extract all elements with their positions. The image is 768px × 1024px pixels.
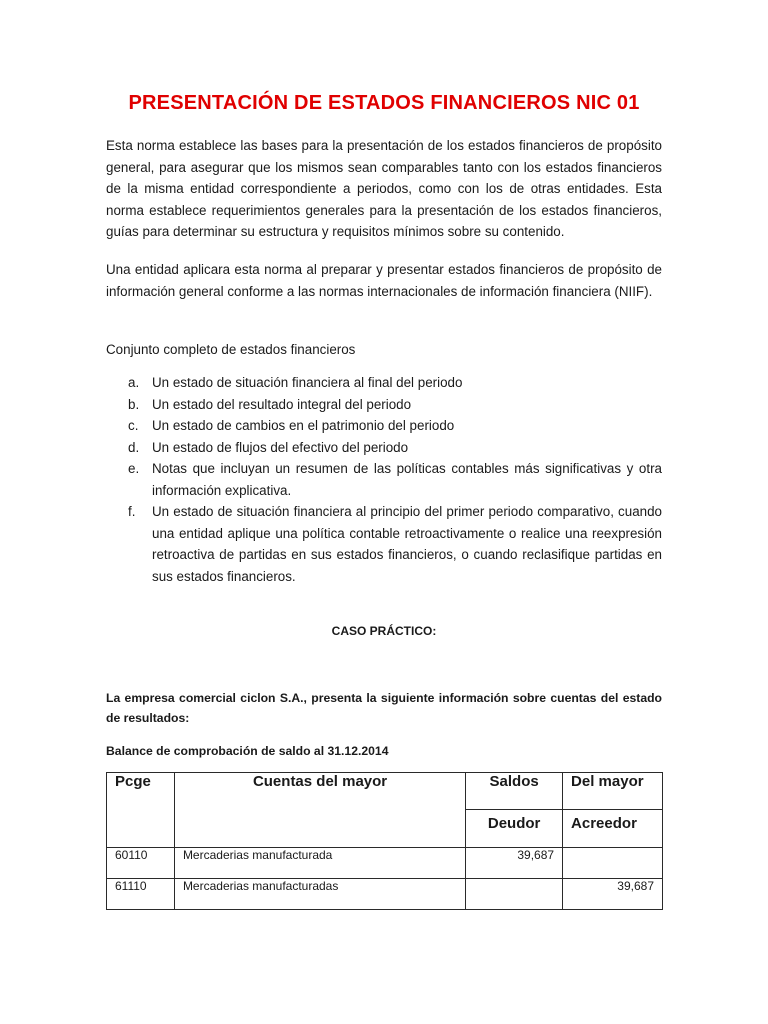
paragraph-aplicacion: Una entidad aplicara esta norma al preparar y presentar estados financieros de propósito de información general conforme a las normas internacionales de información financiera (NIIF). [106, 262, 662, 299]
header-pcge: Pcge [107, 773, 175, 848]
header-deudor: Deudor [466, 810, 563, 848]
header-del-mayor: Del mayor [563, 773, 663, 810]
case-heading: CASO PRÁCTICO: [331, 624, 437, 638]
list-item-text: Un estado de situación financiera al final del periodo [152, 375, 463, 390]
list-item-text: Un estado del resultado integral del periodo [152, 396, 412, 412]
list-marker: a. [128, 375, 140, 390]
balance-title: Balance de comprobación de saldo al 31.12.2014 [106, 744, 389, 758]
cell-deudor: 39,687 [466, 848, 563, 879]
list-item [106, 437, 662, 459]
list-item [106, 372, 662, 394]
list-item-text: Un estado de flujos del efectivo del periodo [152, 439, 409, 455]
cell-deudor [466, 879, 563, 910]
list-item [106, 415, 662, 437]
list-marker: f. [128, 504, 136, 519]
list-marker: b. [128, 396, 140, 412]
list-item [106, 501, 662, 587]
statements-list [106, 372, 662, 587]
list-item-text: Notas que incluyan un resumen de las políticas contables más significativas y otra información explicativa. [152, 461, 662, 498]
cell-pcge: 61110 [107, 879, 175, 910]
table-row [107, 848, 663, 879]
list-item-text: Un estado de cambios en el patrimonio del periodo [152, 418, 455, 433]
paragraph-conjunto: Conjunto completo de estados financieros [106, 342, 356, 357]
cell-pcge: 60110 [107, 848, 175, 879]
document-title: PRESENTACIÓN DE ESTADOS FINANCIEROS NIC 01 [128, 92, 640, 114]
cell-cuenta: Mercaderias manufacturadas [174, 879, 465, 910]
cell-cuenta: Mercaderias manufacturada [174, 848, 465, 879]
list-marker: e. [128, 461, 140, 476]
list-item [106, 458, 662, 501]
list-marker: d. [128, 439, 140, 455]
paragraph-norma: Esta norma establece las bases para la presentación de los estados financieros de propósito general, para asegurar que los mismos sean comparables tanto con los estados financieros de la misma entidad correspondiente a periodos, como con los de otras entidades. Esta norma establece requerimientos generales para la presentación de los estados financieros, guías para determinar su estructura y requisitos mínimos sobre su contenido. [106, 138, 662, 239]
header-saldos: Saldos [466, 773, 563, 810]
list-item [106, 394, 662, 416]
cell-acreedor [563, 848, 663, 879]
header-cuentas: Cuentas del mayor [174, 773, 465, 848]
list-marker: c. [128, 418, 139, 433]
case-intro: La empresa comercial ciclon S.A., presenta la siguiente información sobre cuentas del estado de resultados: [106, 691, 662, 725]
table-row [107, 879, 663, 910]
cell-acreedor: 39,687 [563, 879, 663, 910]
list-item-text: Un estado de situación financiera al principio del primer periodo comparativo, cuando una entidad aplique una política contable retroactivamente o realice una reexpresión retroactiva de partidas en sus estados financieros, o cuando reclasifique partidas en sus estados financieros. [152, 504, 662, 584]
header-acreedor: Acreedor [563, 810, 663, 848]
table-header-row [107, 773, 663, 810]
balance-table [106, 772, 663, 910]
